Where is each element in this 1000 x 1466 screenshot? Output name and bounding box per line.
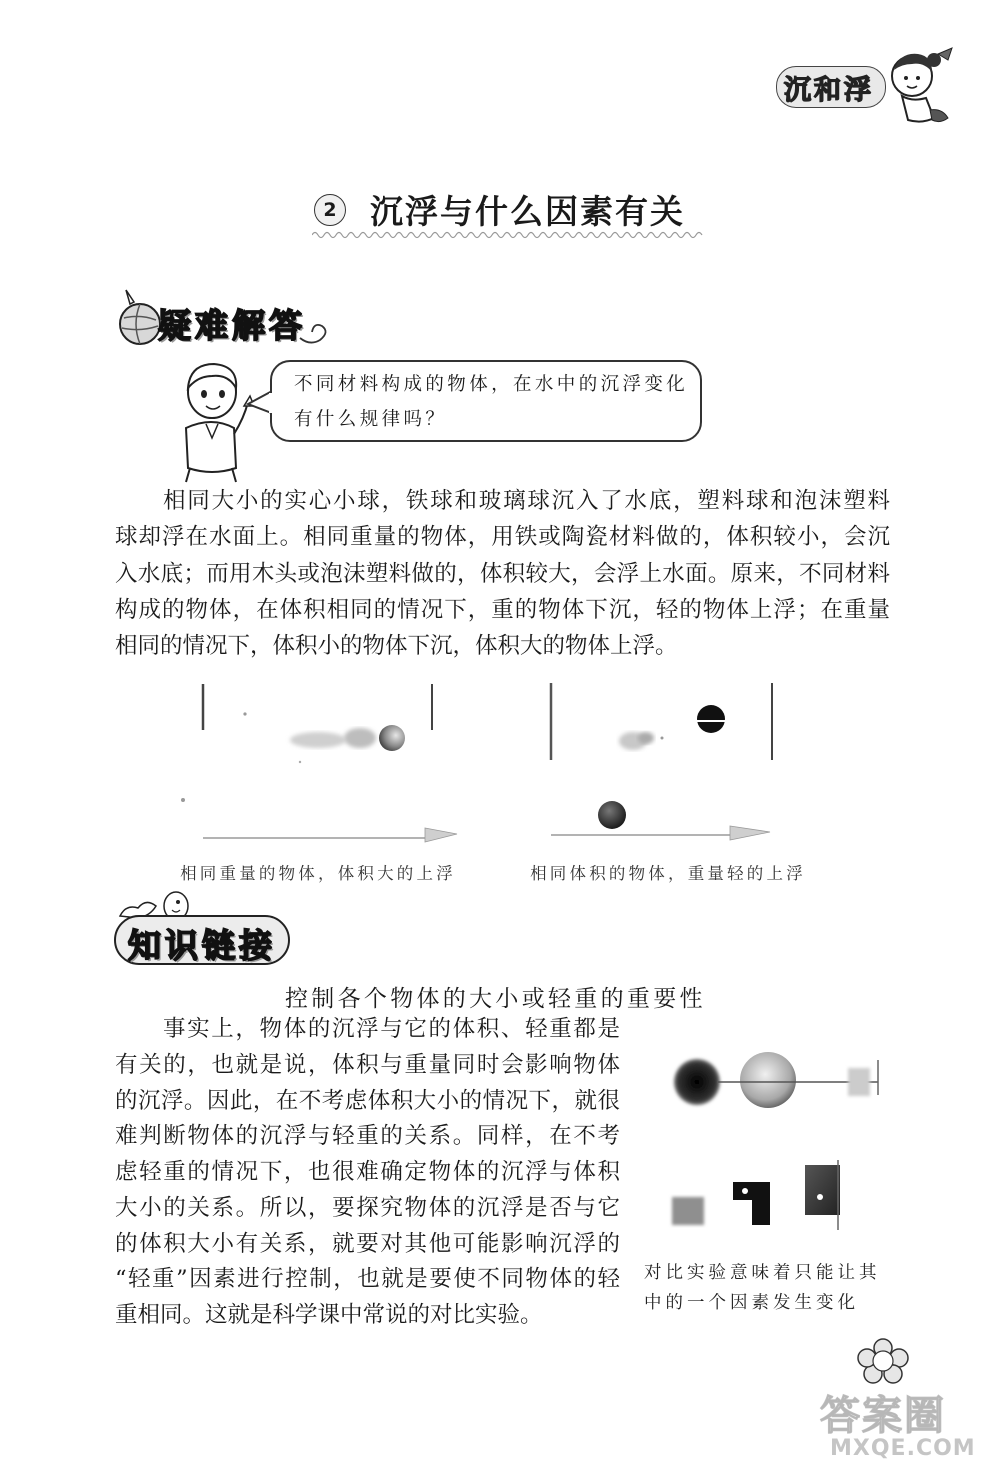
paragraph-line: 入水底；而用木头或泡沫塑料做的，体积较大，会浮上水面。原来，不同材料: [115, 560, 890, 587]
foam-block: [290, 732, 346, 748]
section-heading-knowledge: 知识链接: [128, 926, 276, 965]
figure-caption-block: [644, 1258, 881, 1318]
flower-icon: [855, 1338, 911, 1384]
watermark-text: 答案圈: [820, 1393, 946, 1439]
figure-caption-line: 对比实验意味着只能让其: [644, 1263, 881, 1283]
paragraph-line: 的沉浮。因此，在不考虑体积大小的情况下，就很: [115, 1087, 620, 1114]
dark-cube: [805, 1165, 840, 1215]
paragraph-line: 相同大小的实心小球，铁球和玻璃球沉入了水底，塑料球和泡沫塑料: [163, 488, 890, 514]
section2-paragraph: [115, 1012, 620, 1334]
black-l-block: [733, 1182, 770, 1225]
section2-subtitle: 控制各个物体的大小或轻重的重要性: [285, 986, 706, 1012]
question-line: 有什么规律吗？: [294, 409, 448, 430]
paragraph-line: 事实上，物体的沉浮与它的体积、轻重都是: [163, 1016, 620, 1042]
speck: [243, 712, 246, 715]
swirl-tail-icon: [298, 318, 334, 348]
floating-dark-ball: [697, 705, 725, 733]
boy-cartoon-icon: [170, 358, 265, 483]
floating-ball: [379, 725, 405, 751]
sunk-ball: [598, 801, 626, 829]
header-badge-text: 沉和浮: [784, 75, 874, 106]
paragraph-line: 相同的情况下，体积小的物体下沉，体积大的物体上浮。: [115, 633, 678, 660]
bubble-pointer-join: [269, 393, 275, 413]
arrow-marker: [425, 828, 457, 842]
girl-cartoon-icon: [882, 46, 956, 128]
question-bubble: [270, 360, 702, 442]
section1-paragraph: [115, 483, 890, 664]
arrow-marker: [730, 826, 770, 840]
speck: [299, 761, 301, 763]
title-wavy-underline: [312, 228, 704, 242]
marker-dot: [817, 1194, 823, 1200]
paragraph-line: 球却浮在水面上。相同重量的物体，用铁或陶瓷材料做的，体积较小，会沉: [115, 524, 890, 551]
figure-caption: 相同体积的物体，重量轻的上浮: [530, 864, 806, 883]
gray-blob: [638, 732, 654, 744]
dark-ball: [674, 1059, 720, 1105]
wood-block: [344, 728, 376, 748]
paragraph-line: 的体积大小有关系，就要对其他可能影响沉浮的: [115, 1230, 620, 1257]
paragraph-line: 有关的，也就是说，体积与重量同时会影响物体: [115, 1051, 620, 1078]
lesson-number: 2: [314, 194, 346, 226]
marker-dot: [742, 1188, 748, 1194]
paragraph-line: 大小的关系。所以，要探究物体的沉浮是否与它: [115, 1194, 620, 1221]
paragraph-line: “轻重”因素进行控制，也就是要使不同物体的轻: [115, 1266, 620, 1293]
paragraph-line: 难判断物体的沉浮与轻重的关系。同样，在不考: [115, 1123, 620, 1150]
watermark-url: MXQE.COM: [830, 1436, 976, 1461]
question-line: 不同材料构成的物体，在水中的沉浮变化: [294, 374, 689, 395]
speck: [181, 798, 185, 802]
light-ball: [740, 1052, 796, 1108]
figure-same-volume-photo: [540, 678, 785, 848]
figure-same-weight-photo: [170, 678, 470, 848]
figure-caption-line: 中的一个因素发生变化: [644, 1293, 859, 1313]
paragraph-line: 构成的物体，在体积相同的情况下，重的物体下沉，轻的物体上浮；在重量: [115, 596, 890, 623]
figure-contrast-experiment-photo: [640, 1040, 890, 1240]
paragraph-line: 重相同。这就是科学课中常说的对比实验。: [115, 1302, 543, 1328]
section-heading-qa: 疑难解答: [158, 306, 306, 345]
figure-caption: 相同重量的物体，体积大的上浮: [180, 864, 456, 883]
gray-cube: [672, 1197, 704, 1225]
paragraph-line: 虑轻重的情况下，也很难确定物体的沉浮与体积: [115, 1159, 620, 1185]
speck: [661, 737, 664, 740]
light-shape: [848, 1068, 870, 1096]
lesson-title: 沉浮与什么因素有关: [370, 192, 685, 231]
